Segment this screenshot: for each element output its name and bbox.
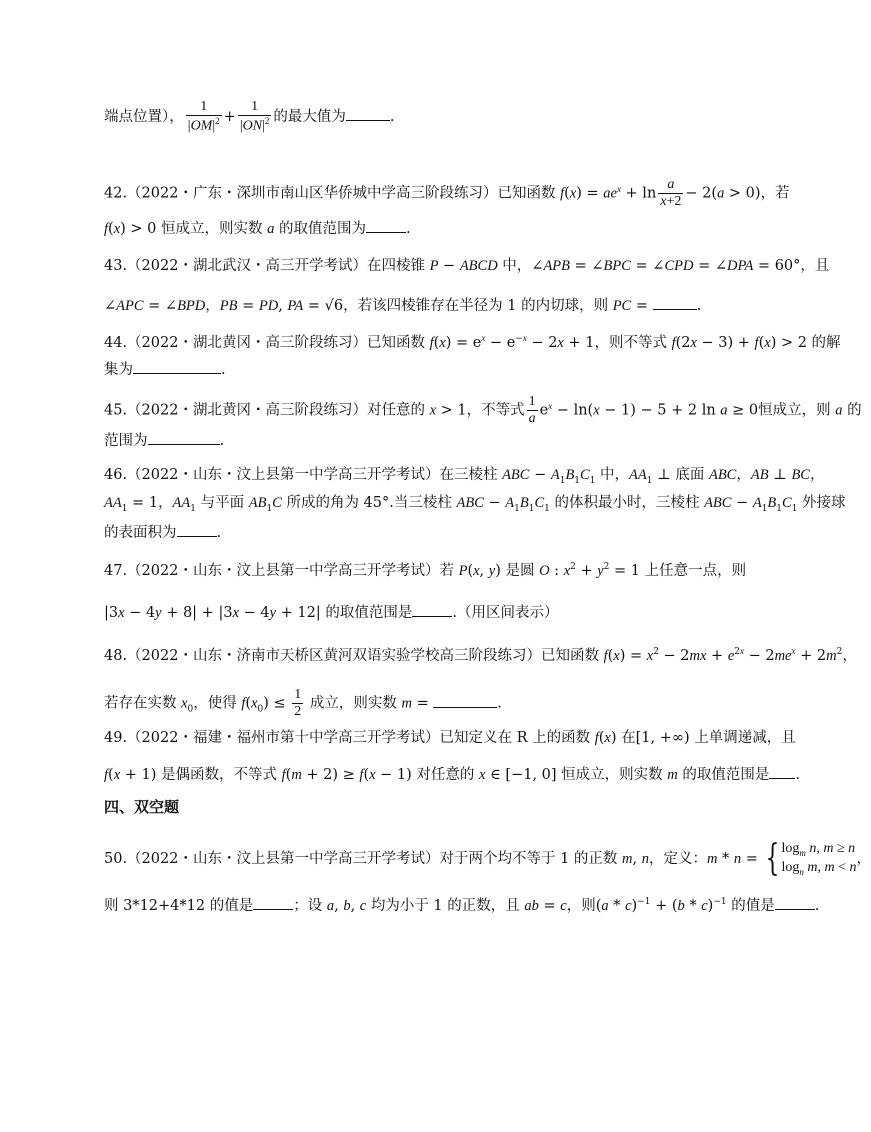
question-44: 44.（2022・湖北黄冈・高三阶段练习）已知函数 $f(x) = e^x - e^{-x} - 2x + 1$，则不等式 f(2x − 3) + f(x) > 2 的解	[104, 333, 841, 351]
answer-blank	[775, 897, 815, 910]
question-43: 43.（2022・湖北武汉・高三开学考试）在四棱锥 P − ABCD 中，∠APB = ∠BPC = ∠CPD = ∠DPA = 60°，且	[104, 258, 830, 274]
fraction: $\frac{1}{|ON|^2}$	[239, 99, 270, 134]
question-46-cont: $AA_1 = 1$，$AA_1$ 与平面 $AB_1C$ 所成的角为 45°.当三棱柱 ABC − $A_1B_1C_1$ 的体积最小时，三棱柱 ABC − $A_1B_1C_1$ 外接球	[104, 495, 846, 514]
question-44-cont: 集为 .	[104, 362, 226, 378]
question-50-cont: 则 3*12+4*12 的值是 ；设 a, b, c 均为小于 1 的正数，且 ab = c，则(a * c)$^{-1}$ + (b * c)$^{-1}$ 的值是 .	[104, 897, 820, 914]
answer-blank	[253, 897, 293, 910]
piecewise-definition: $\log_m n$, m ≥ n $\log_n m$, m < n	[781, 841, 857, 877]
answer-blank	[433, 695, 497, 708]
question-50: 50.（2022・山东・汶上县第一中学高三开学考试）对于两个均不等于 1 的正数 m, n，定义：m * n = { $\log_m n$, m ≥ n $\log_n m$, m < n，	[104, 838, 871, 880]
answer-blank	[366, 220, 406, 233]
question-42: 42.（2022・广东・深圳市南山区华侨城中学高三阶段练习）已知函数 $f(x) = ae^x + \ln$ $\frac{a}{x+2}$ − 2(a > 0)，若	[104, 177, 790, 209]
question-47: 47.（2022・山东・汶上县第一中学高三开学考试）若 P(x, y) 是圆 O : $x^2 + y^2 = 1$ 上任意一点，则	[104, 562, 747, 579]
question-45: 45.（2022・湖北黄冈・高三阶段练习）对任意的 x > 1，不等式 $\frac{1}{a}$ $e^x - \ln(x - 1) - 5 + 2$ ln a ≥ 0恒成立，则 a 的	[104, 394, 862, 426]
question-46: 46.（2022・山东・汶上县第一中学高三开学考试）在三棱柱 ABC − $A_1B_1C_1$ 中，$AA_1$ ⊥ 底面 ABC，AB ⊥ BC，	[104, 467, 825, 486]
question-47-cont: |3x − 4y + 8| + |3x − 4y + 12| 的取值范围是 .（用区间表示）	[104, 605, 559, 621]
answer-blank	[148, 432, 220, 445]
q41-tail: 端点位置）， $\frac{1}{|OM|^2}$ + $\frac{1}{|ON|^2}$ 的最大值为 .	[104, 99, 395, 134]
question-46-cont2: 的表面积为 .	[104, 525, 222, 541]
answer-blank	[769, 766, 795, 779]
question-48-cont: 若存在实数 $x_0$，使得 $f(x_0)$ ≤ $\frac{1}{2}$ 成立，则实数 m = .	[104, 687, 502, 719]
fraction: $\frac{1}{2}$	[294, 687, 302, 719]
question-43-cont: ∠APC = ∠BPD，PB = PD, PA = √6，若该四棱锥存在半径为 1 的内切球，则 PC = .	[104, 298, 702, 314]
answer-blank	[133, 361, 221, 374]
question-49: 49.（2022・福建・福州市第十中学高三开学考试）已知定义在 R 上的函数 f(x) 在[1, +∞) 上单调递减，且	[104, 730, 796, 746]
answer-blank	[177, 524, 217, 537]
fraction: $\frac{1}{|OM|^2}$	[187, 99, 220, 134]
answer-blank	[412, 604, 452, 617]
answer-blank	[653, 297, 697, 310]
fraction: $\frac{1}{a}$	[528, 394, 536, 426]
question-45-cont: 范围为 .	[104, 433, 225, 449]
question-49-cont: f(x + 1) 是偶函数，不等式 f(m + 2) ≥ f(x − 1) 对任意的 x ∈ [−1, 0] 恒成立，则实数 m 的取值范围是 .	[104, 767, 800, 783]
question-42-cont: f(x) > 0 恒成立，则实数 a 的取值范围为 .	[104, 221, 411, 237]
section-heading: 四、双空题	[104, 798, 180, 816]
question-48: 48.（2022・山东・济南市天桥区黄河双语实验学校高三阶段练习）已知函数 $f(x) = x^2 - 2mx + e^{2x} - 2me^x + 2m^2$，	[104, 646, 857, 664]
fraction: $\frac{a}{x+2}$	[660, 177, 682, 209]
answer-blank	[346, 108, 390, 121]
